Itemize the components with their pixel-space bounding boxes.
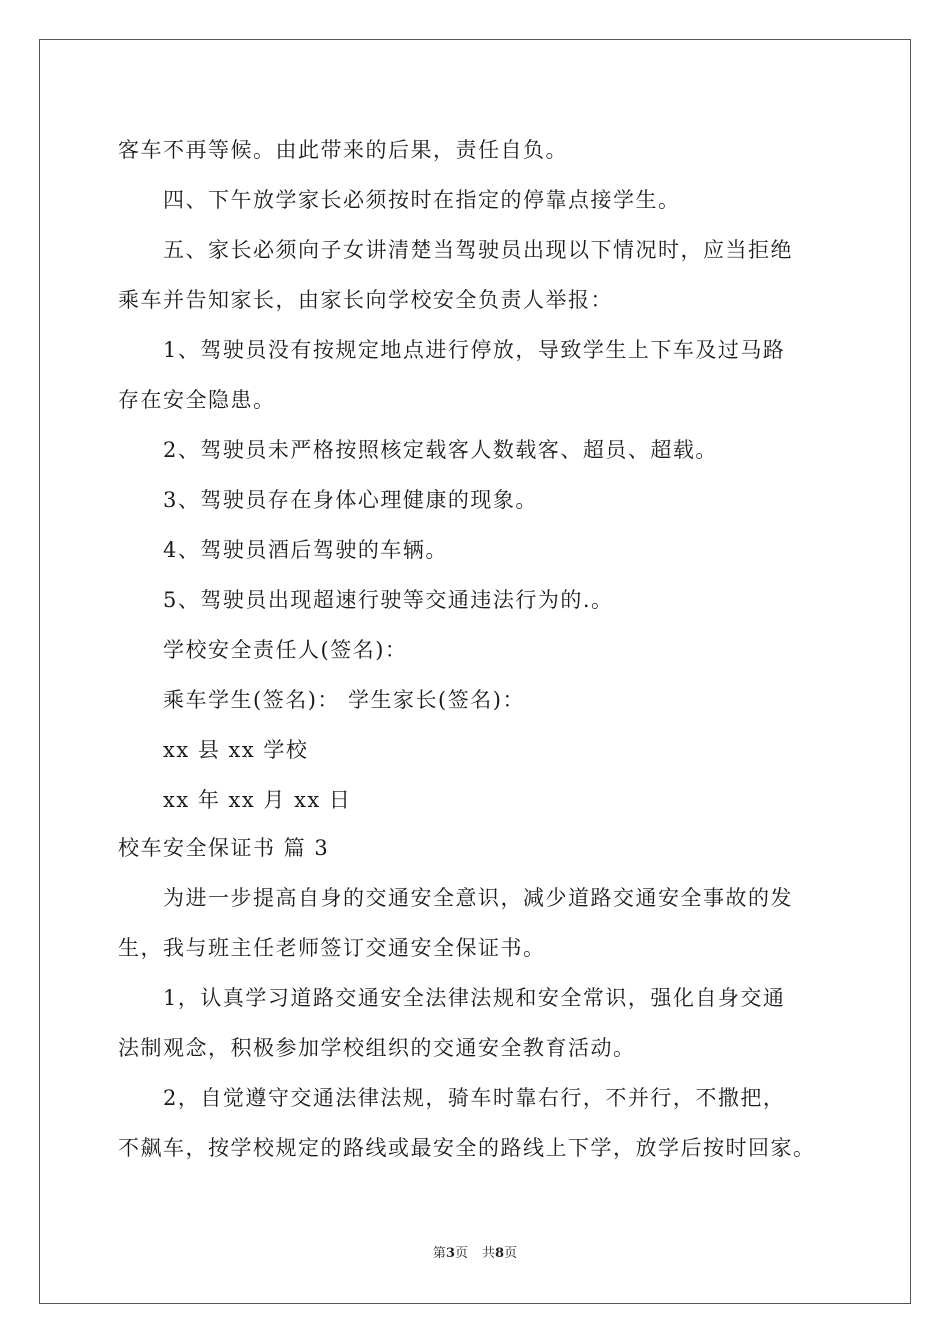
signature-line: 乘车学生(签名)： 学生家长(签名)： (163, 688, 525, 712)
text-line: 1，认真学习道路交通安全法律法规和安全常识，强化自身交通 (163, 986, 786, 1010)
signature-line: 学校安全责任人(签名)： (163, 638, 408, 662)
text-line: 不飙车，按学校规定的路线或最安全的路线上下学，放学后按时回家。 (118, 1136, 816, 1160)
text-line: 3、驾驶员存在身体心理健康的现象。 (163, 488, 538, 512)
text-line: 为进一步提高自身的交通安全意识，减少道路交通安全事故的发 (163, 886, 793, 910)
page-frame (39, 39, 911, 1304)
current-page-number: 3 (445, 1246, 455, 1261)
text-line: 存在安全隐患。 (118, 388, 276, 412)
text-line: 5、驾驶员出现超速行驶等交通违法行为的.。 (163, 588, 614, 612)
text-line: 4、驾驶员酒后驾驶的车辆。 (163, 538, 448, 562)
section-heading: 校车安全保证书 篇 3 (118, 836, 330, 860)
total-page-number: 8 (495, 1246, 505, 1261)
text-line: 乘车并告知家长，由家长向学校安全负责人举报： (118, 288, 613, 312)
page-footer (0, 1246, 950, 1262)
footer-prefix: 第 (432, 1246, 446, 1261)
school-name: xx 县 xx 学校 (163, 738, 309, 762)
text-line: 客车不再等候。由此带来的后果，责任自负。 (118, 138, 568, 162)
footer-total-prefix: 共 (482, 1246, 496, 1261)
text-line: 法制观念，积极参加学校组织的交通安全教育活动。 (118, 1036, 636, 1060)
text-line: 五、家长必须向子女讲清楚当驾驶员出现以下情况时，应当拒绝 (163, 238, 793, 262)
text-line: 生，我与班主任老师签订交通安全保证书。 (118, 936, 546, 960)
text-line: 四、下午放学家长必须按时在指定的停靠点接学生。 (163, 188, 681, 212)
text-line: 1、驾驶员没有按规定地点进行停放，导致学生上下车及过马路 (163, 338, 786, 362)
date-line: xx 年 xx 月 xx 日 (163, 788, 352, 812)
text-line: 2，自觉遵守交通法律法规，骑车时靠右行，不并行，不撒把， (163, 1086, 786, 1110)
footer-page-label: 页 (454, 1246, 468, 1261)
text-line: 2、驾驶员未严格按照核定载客人数载客、超员、超载。 (163, 438, 718, 462)
footer-suffix: 页 (504, 1246, 518, 1261)
